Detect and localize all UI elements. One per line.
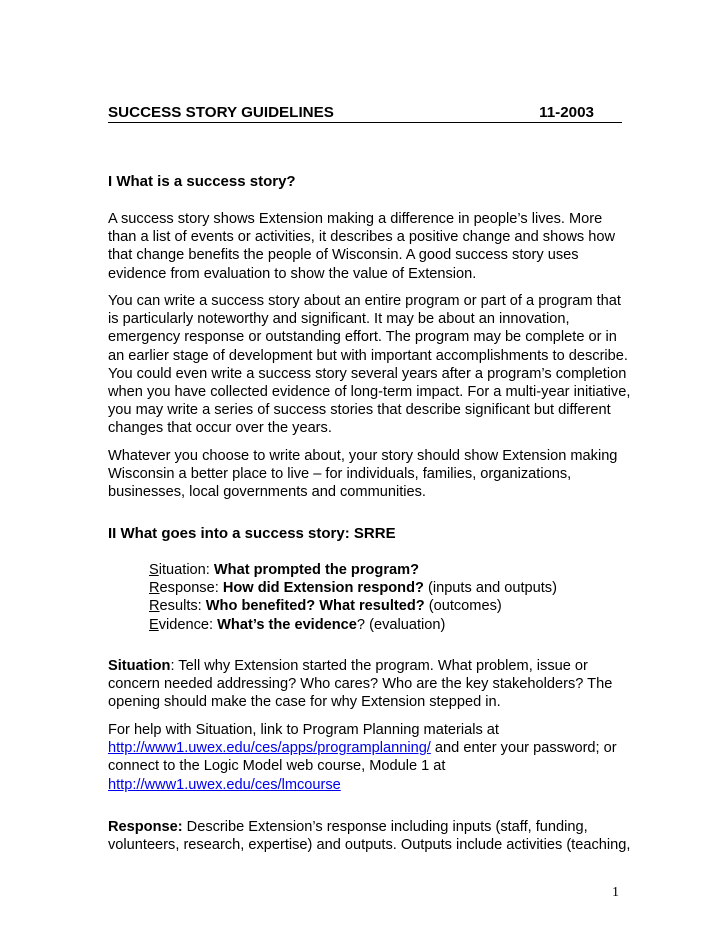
section-1-heading: I What is a success story? <box>108 173 296 190</box>
section-1-paragraph-3: Whatever you choose to write about, your story should show Extension making Wisconsin a better place to live – for individuals, families, organizations, businesses, local governments and communities. <box>108 448 618 501</box>
srre-item-evidence: Evidence: What’s the evidence? (evaluation) <box>149 616 446 633</box>
program-planning-link[interactable]: http://www1.uwex.edu/ces/apps/programplanning/ <box>108 740 431 757</box>
srre-item-situation: Situation: What prompted the program? <box>149 562 420 578</box>
srre-item-response: Response: How did Extension respond? (inputs and outputs) <box>149 580 557 597</box>
help-paragraph: For help with Situation, link to Program Planning materials at http://www1.uwex.edu/ces/apps/programplanning/ and enter your password; or connect to the Logic Model web course, Module 1 at http://www1.uwex.edu/ces/lmcourse <box>108 722 617 793</box>
srre-item-results: Results: Who benefited? What resulted? (outcomes) <box>149 598 502 615</box>
situation-paragraph: Situation: Tell why Extension started the program. What problem, issue or concern needed addressing? Who cares? Who are the key stakeholders? The opening should make the case for why Extension stepped in. <box>108 658 613 711</box>
response-paragraph: Response: Describe Extension’s response including inputs (staff, funding, volunteers, research, expertise) and outputs. Outputs include activities (teaching, <box>108 819 631 854</box>
document-date: 11-2003 <box>539 104 594 121</box>
section-2-heading: II What goes into a success story: SRRE <box>108 525 396 542</box>
logic-model-course-link[interactable]: http://www1.uwex.edu/ces/lmcourse <box>108 776 341 793</box>
page-number: 1 <box>612 885 619 900</box>
srre-list <box>149 561 619 634</box>
document-header <box>108 103 622 123</box>
section-1-paragraph-1: A success story shows Extension making a difference in people’s lives. More than a list of events or activities, it describes a positive change and shows how that change benefits the people of Wisconsin. A good success story uses evidence from evaluation to show the value of Extension. <box>108 211 615 282</box>
document-title: SUCCESS STORY GUIDELINES <box>108 104 334 121</box>
section-1-paragraph-2: You can write a success story about an entire program or part of a program that is particularly noteworthy and significant. It may be about an innovation, emergency response or outstanding effort. The program may be complete or in an earlier stage of development but with important accomplishments to describe. You could even write a success story several years after a program’s completion when you have collected evidence of long-term impact. For a multi-year initiative, you may write a series of success stories that describe significant but different changes that occur over the years. <box>108 293 631 437</box>
